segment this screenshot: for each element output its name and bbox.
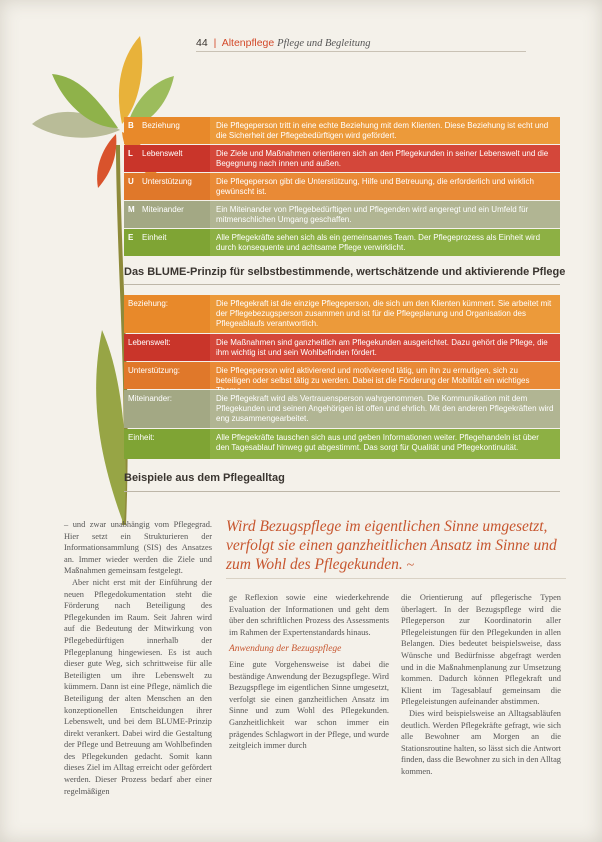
blume-term: Lebenswelt (142, 149, 183, 158)
example-row (124, 334, 560, 361)
example-row (124, 295, 560, 333)
quote-rule (226, 578, 566, 579)
text-column-2 (229, 592, 389, 752)
page-number: 44 (196, 37, 208, 49)
header-rule (196, 51, 526, 52)
blume-letter: U (128, 177, 134, 186)
title1-rule (124, 284, 560, 285)
text-column-1 (64, 519, 212, 797)
example-term: Unterstützung: (124, 362, 210, 389)
blume-row (124, 173, 560, 200)
example-text: Alle Pflegekräfte tauschen sich aus und geben Informationen weiter. Pflegehandeln ist über den Tagesablauf hinweg gut abgestimmt. Das sorgt für Qualität und Pflegekontinuität. (210, 429, 560, 459)
table1-title: Das BLUME-Prinzip für selbstbestimmende, wertschätzende und aktivierende Pflege (124, 266, 566, 278)
paragraph: Dies wird beispielsweise an Alltagsabläufen deutlich. Werden Pflegekräfte gefragt, wie sich alle Bewohner am Morgen an die Stationsroutine halten, so lässt sich die Antwort finden, dass die Bewohner zu sich in den Alltag kommen. (401, 708, 561, 776)
blume-row (124, 229, 560, 256)
blume-text: Alle Pflegekräfte sehen sich als ein gemeinsames Team. Der Pflegeprozess als Einheit wird durch konsequente und achtsame Pflege verwirklicht. (210, 229, 560, 256)
example-text: Die Pflegekraft ist die einzige Pflegeperson, die sich um den Klienten kümmert. Sie arbeitet mit der Pflegebezugsperson zusammen und ist für die Pflegeplanung und Organisation des Pflegeablaufs verantwortlich. (210, 295, 560, 333)
example-term: Lebenswelt: (124, 334, 210, 361)
blume-letter: L (128, 149, 133, 158)
flower-illustration (18, 20, 178, 540)
example-text: Die Pflegeperson wird aktivierend und motivierend tätig, um ihn zu ermutigen, sich zu beteiligen oder selbst tätig zu werden. Dabei ist die Förderung der Mobilität ein wichtiges (210, 362, 560, 389)
blume-row (124, 145, 560, 172)
example-row (124, 390, 560, 428)
title2-rule (124, 491, 560, 492)
example-row (124, 362, 560, 389)
flower-leaf (96, 330, 126, 525)
header-section: Altenpflege (221, 37, 275, 49)
blume-letter: E (128, 233, 134, 242)
paragraph: Eine gute Vorgehensweise ist dabei die beständige Anwendung der Bezugspflege. Wird Bezugspflege im eigentlichen Sinne umgesetzt, verfolgt sie einen ganzheitlichen Ansatz im Sinne und zum Wohl des Pflegekunden. Ganzheitlichkeit war schon immer ein prägendes Schlagwort in der Pflege, und wurde zeitgleich immer durch (229, 659, 389, 751)
blume-term: Unterstützung (142, 177, 192, 186)
header-subsection: Pflege und Begleitung (277, 38, 371, 49)
text-column-3 (401, 592, 561, 778)
blume-term: Beziehung (142, 121, 180, 130)
blume-text: Die Ziele und Maßnahmen orientieren sich an den Pflegekunden in seiner Lebenswelt und die Begegnung nach innen und außen. (210, 145, 560, 172)
example-text: Die Pflegekraft wird als Vertrauensperson wahrgenommen. Die Kommunikation mit dem Pflegekunden und seinen Angehörigen ist offen und ehrlich. Mit den anderen Pflegekräften wird eng zusammengearbeitet. (210, 390, 560, 428)
example-text: Die Maßnahmen sind ganzheitlich am Pflegekunden ausgerichtet. Dazu gehört die Pflege, die ihm wichtig ist und sein Wohlbefinden fördert. (210, 334, 560, 361)
pull-quote (226, 517, 566, 575)
blume-term: Miteinander (142, 205, 184, 214)
blume-term: Einheit (142, 233, 167, 242)
blume-row (124, 201, 560, 228)
example-term: Einheit: (124, 429, 210, 459)
quote-ornament: ~ (406, 558, 415, 573)
example-row (124, 429, 560, 459)
paragraph: die Orientierung auf pflegerische Typen überlagert. In der Bezugspflege wird die Pflegeperson zur Koordinatorin aller Pflegeleistungen für den Pflegekunden in allen Belangen. Dies bedeutet beispielsweise, dass Wünsche und Bedürfnisse abgefragt werden und in die Maßnahmenplanung zur Umsetzung kommen. Dadurch können Pflegekraft und Klient im Tagesablauf gemeinsam die Pflegeleistungen aufeinander abstimmen. (401, 593, 561, 707)
blume-row (124, 117, 560, 144)
blume-text: Die Pflegeperson gibt die Unterstützung, Hilfe und Betreuung, die erforderlich und wirklich gewünscht ist. (210, 173, 560, 200)
example-term: Miteinander: (124, 390, 210, 428)
blume-text: Ein Miteinander von Pflegebedürftigen und Pflegenden wird angeregt und ein Umfeld für mitmenschlichen Umgang geschaffen. (210, 201, 560, 228)
paragraph: Aber nicht erst mit der Einführung der neuen Pflegedokumentation steht die Förderung nach Beteiligung des Pflegekunden im Raum. Seit Jahren wird auf die Bedeutung der Mitwirkung von Pflegebedürftigen innerhalb der Pflegeplanung hingewiesen. Es ist auch dieser gute Weg, sich schrittweise für alle Beteiligten um ihre Lebenswelt zu kümmern. Dann ist eine Pflege, nämlich die Beteiligung der alten Menschen an den konzeptionellen Entscheidungen ihrer Lebenswelt, und bei dem BLUME-Prinzip direkt verankert. Dabei wird die Gestaltung der Pflege und Betreuung am Wohlbefinden des Pflegekunden gedacht. Somit kann dieses Ziel im Alltag erreicht oder gefördert werden. Dieser Prozess bedarf aber einer regelmäßigen (64, 577, 212, 796)
blume-letter: M (128, 205, 135, 214)
paragraph: ge Reflexion sowie eine wiederkehrende Evaluation der Informationen und geht dem über den schriftlichen Prozess des Assessments im Rahmen der Expertenstandards hinaus. (229, 593, 389, 637)
header-separator: | (213, 37, 217, 49)
table2-title: Beispiele aus dem Pflegealltag (124, 472, 285, 484)
flower-petal-red (97, 134, 116, 188)
paragraph: – und zwar unabhängig vom Pflegegrad. Hier setzt ein Strukturieren der Informationsammlung (SIS) des Ansatzes an. Immer wieder werden die Ziele und Maßnahmen gemeinsam festgelegt. (64, 520, 212, 576)
blume-text: Die Pflegeperson tritt in eine echte Beziehung mit dem Klienten. Diese Beziehung ist echt und die Sicherheit der Pflegebedürftigen wird gefördert. (210, 117, 560, 144)
subheading: Anwendung der Bezugspflege (229, 644, 342, 655)
pull-quote-text: Wird Bezugspflege im eigentlichen Sinne umgesetzt, verfolgt sie einen ganzheitlichen Ansatz im Sinne und zum Wohl des Pflegekunden. (226, 518, 557, 573)
running-header (196, 37, 370, 49)
example-term: Beziehung: (124, 295, 210, 333)
blume-letter: B (128, 121, 134, 130)
